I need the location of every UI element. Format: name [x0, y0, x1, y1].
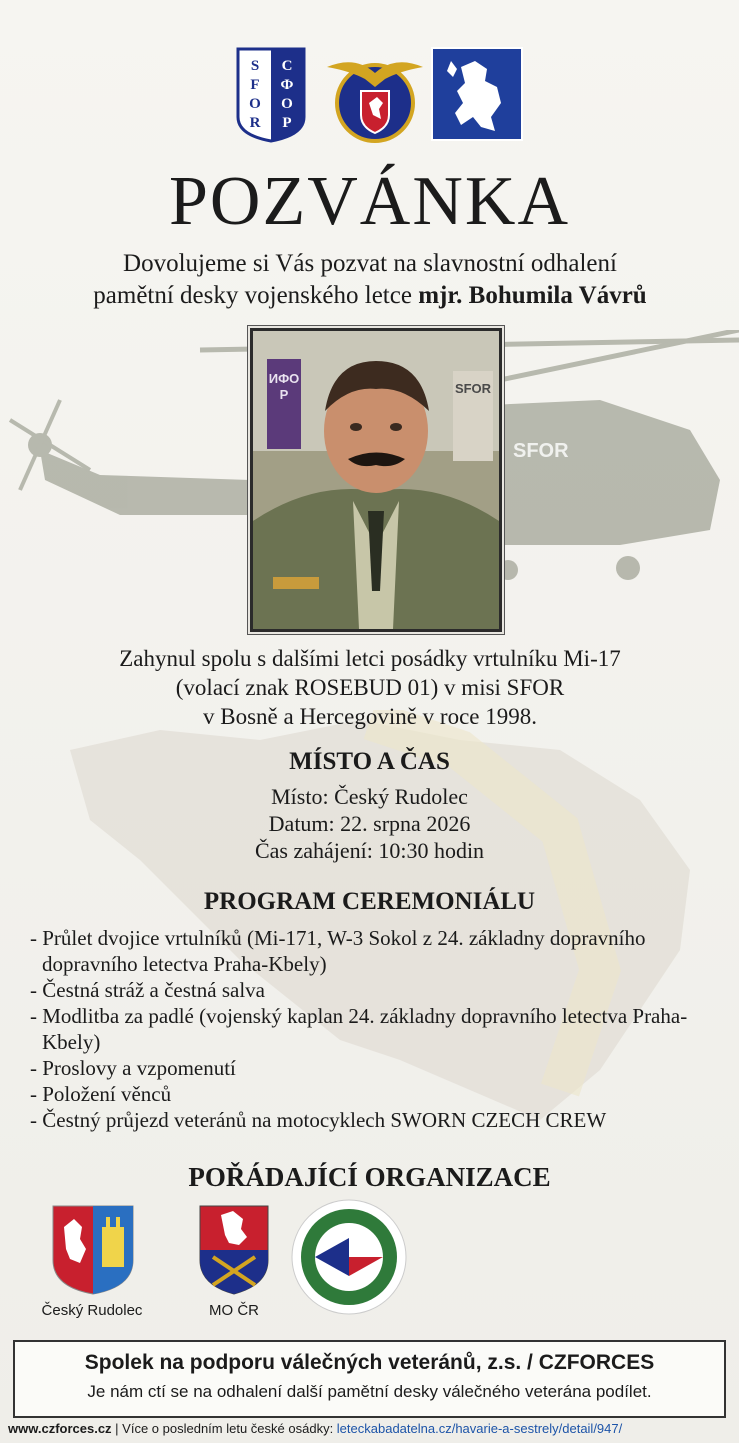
memorial-line-2: (volací znak ROSEBUD 01) v misi SFOR	[175, 675, 565, 700]
mo-cr-coat-of-arms	[199, 1205, 269, 1295]
place-text: Místo: Český Rudolec	[271, 784, 468, 809]
cesky-rudolec-coat-of-arms	[52, 1205, 134, 1295]
program-heading: PROGRAM CEREMONIÁLU	[203, 888, 536, 915]
date-text: Datum: 22. srpna 2026	[268, 811, 471, 836]
program-list	[30, 925, 730, 1133]
sfor-badge-logo	[234, 47, 308, 143]
separator: |	[111, 1421, 123, 1436]
photo-flag-sfor-text: SFOR	[454, 381, 492, 396]
website-link[interactable]: www.czforces.cz	[8, 1421, 112, 1436]
organizer-label-cesky-rudolec: Český Rudolec	[41, 1302, 143, 1319]
honoree-portrait-photo	[250, 328, 502, 632]
memorial-line-3: v Bosně a Hercegovině v roce 1998.	[202, 704, 538, 729]
program-item: - Čestný průjezd veteránů na motocyklech SWORN CZECH CREW	[30, 1108, 607, 1132]
program-item: - Čestná stráž a čestná salva	[30, 978, 265, 1002]
organizer-footer-box	[13, 1340, 726, 1418]
military-lion-logo	[431, 47, 523, 141]
bottom-source-line	[8, 1421, 622, 1436]
lead-line-2-prefix: pamětní desky vojenského letce	[93, 282, 419, 309]
lead-line-1: Dovolujeme si Vás pozvat na slavnostní odhalení	[123, 250, 617, 277]
footer-line-2: Je nám ctí se na odhalení další pamětní desky válečného veterána podílet.	[87, 1382, 652, 1401]
program-item: - Položení věnců	[30, 1082, 172, 1106]
helicopter-tail-text: SFOR	[513, 440, 569, 462]
place-time-info	[0, 783, 739, 864]
organizer-label-mo-cr: MO ČR	[209, 1302, 259, 1319]
program-item: - Průlet dvojice vrtulníků (Mi-171, W-3 Sokol z 24. základny dopravního dopravního letectva Praha-Kbely)	[30, 926, 646, 976]
lead-line-2	[30, 280, 710, 312]
memorial-line-1: Zahynul spolu s dalšími letci posádky vrtulníku Mi-17	[119, 646, 621, 671]
footer-line-1: Spolek na podporu válečných veteránů, z.s. / CZFORCES	[84, 1351, 655, 1374]
honoree-name: mjr. Bohumila Vávrů	[418, 282, 647, 309]
crash-detail-link[interactable]: leteckabadatelna.cz/havarie-a-sestrely/detail/947/	[336, 1421, 623, 1436]
place-time-heading: MÍSTO A ČAS	[289, 748, 450, 775]
time-text: Čas zahájení: 10:30 hodin	[254, 838, 485, 863]
air-force-emblem-logo	[325, 45, 425, 145]
more-info-text: Více o posledním letu české osádky:	[122, 1421, 337, 1436]
sfor-cyrillic-text: С Ф О Р	[280, 58, 294, 131]
page-title: POZVÁNKA	[169, 163, 570, 240]
sfor-latin-text: S F O R	[249, 58, 261, 131]
veterans-association-round-logo	[290, 1198, 408, 1316]
lead-text	[30, 248, 710, 312]
program-item: - Proslovy a vzpomenutí	[30, 1056, 236, 1080]
photo-flag-ifor-text: ИФОР	[268, 371, 300, 402]
organizers-heading: POŘÁDAJÍCÍ ORGANIZACE	[188, 1162, 551, 1192]
memorial-text	[60, 644, 680, 731]
program-item: - Modlitba za padlé (vojenský kaplan 24. základny dopravního letectva Praha-Kbely)	[30, 1004, 688, 1054]
